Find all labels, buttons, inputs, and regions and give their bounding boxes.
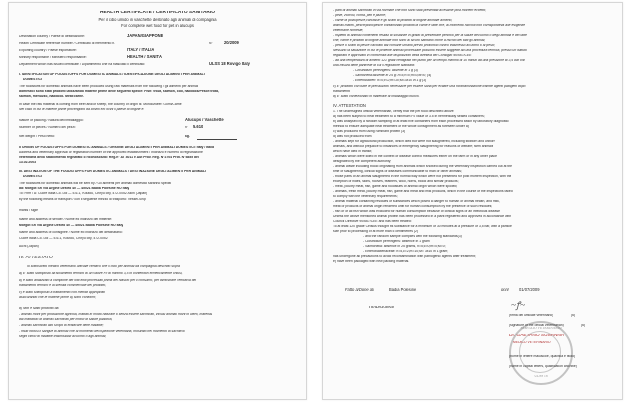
vet-signature: ~ꝭ~ [511,300,526,310]
section4-text: - rifiuti inclusi il sangue di animali che al momento dell'ispezione veterinaria, mostrato nel momento di sacrificio [19,330,185,333]
italian-attestation-text: Nessuno la situazione in cui le proteine animali processate possono essere soggette ad una procedura termica, presso un istituto [333,49,527,52]
net-weight-unit: kg. [185,135,190,138]
attestation-text: 1. The undersigned official veterinarian, certify that the pet food described above: [333,110,455,113]
attestation-text: Unless the above mentioned animal protein has been processed in a plant registered and approved in accordance with [333,215,512,218]
italian-attestation-text: d) E' stato confezionato in materiale di imballaggio nuovo. [333,95,420,98]
italian-attestation-text: - pelle, zoccoli, corna, peli e piume; [333,14,386,17]
attestation-text: Council Directive 90/667/CEE and has been treated: [333,220,412,223]
section1-text: Nel caso in cui le materie prime provengono da bovini e/o ovini il paese di origine è: [19,108,145,111]
italian-attestation-text: trattamento [333,90,351,93]
section2-text: 13.02.2003 [19,161,36,164]
attestation-text: b) was analysed by a random sampling of at least five containers from each processed batch by laboratory diagnostic [333,120,509,123]
attestation-text: d) was not produced from: [333,135,373,138]
stamp-text: SERVIZIO VETERINARIO [520,327,562,330]
name-label-en: (name in capital letters, qualification and title) [509,365,577,368]
vet-title: MEDICO VETERINARIO [513,341,551,344]
attestation-text: - Salmonella: absence in 25 grams, n=5;c=0;m=0;M=0; [363,245,446,248]
section4-text: c) è stato sottoposto a trattamento con metodi appropriati [19,291,105,294]
certificate-page-1 [8,2,307,400]
attestation-text: has undergone all precautions to avoid recontamination with pathogenic agents after treatment; [333,255,476,258]
dest-country-value: JAPAN/GIAPPONE [127,34,164,38]
dept-label: Department which has issued certificate / Dipartimento che ha rilasciato il certificato: [19,63,146,66]
attestation-text: meat or products of animal origin rendered unfit for human consumption by the presence of such residues; [333,205,493,208]
section1-heading-cont: DOMESTICI [23,78,42,81]
export-country-label: Exporting country / Paese esportatore: [19,49,77,52]
attestation-text: - animals kept for agricultural production, which died but were not slaughtered, including stillborn and unborn [333,140,496,143]
cert-ref-no: N° [209,42,213,45]
export-country-value: ITALY / ITALIA [127,48,155,52]
signature-label-en: (signature of the official veterinarian) [509,324,564,327]
section3-text: To: Firm / A: Cuore Italia Co. Ltd — 5-6-1, Koutou, Chiryu city, 472-0052 Aichi (Japan) [19,192,148,195]
signature-label-en-ref: (6) [581,324,586,327]
vet-name: Dr. GAETANO SUSANNA [509,334,565,338]
place-value: Badia Polesine [389,288,417,292]
attestation-text: - animal material containing residues of substances which posed a danger to human or animal health, and milk, [333,200,500,203]
section3-heading: III. DESTINATION OF THE FOODSTUFFS FOR DOMESTIC ANIMALS / DESTINAZIONE DEGLI ALIMENTI PER ANIMALI [19,170,206,173]
name-label-it: (nome in lettere maiuscole, qualifica e titolo) [509,355,576,358]
consignee-label: Name and address of consignee / Nome ed indirizzo del destinatario: [19,231,123,234]
italian-attestation-text: - Enterobacteri: n=5;c=2;m=10;M=3x10 in 1 g (3) [353,79,427,82]
section4-text: assicurando che le materie prime a) sono conformi; [19,296,97,299]
consignee-value-cont: Aichi (Japan) [19,245,39,248]
certificate-title: HEALTH CERTIFICATE / CERTIFICATO SANITARIO [100,11,215,15]
attestation-text: time of slaughtering, clinical signs of diseases communicable to man or other animals; [333,170,462,173]
section4-text: Io sottoscritto medico veterinario ufficiale certifico che il cibo per animali da compagnia descritto sopra [27,265,180,268]
section1-text: The foodstuffs for domestic animals have been produced using raw materials from the following / gli alimenti per animali [19,85,199,88]
italian-attestation-text: che, carne e prodotti di origine animale non sono al sicuro sanitario come a rischio del tutti gli animali; [333,39,486,42]
sender-value: Morgot Srl Via Argine Destro 40 — 45021 Badia Polesine RO Italy [19,224,124,227]
italian-attestation-text: una misura delle particelle di cui il regolatore standard: [333,64,415,67]
number-pieces-value: 5.610 [193,125,204,129]
section3-text: by the following means of transport / con il seguente mezzo di trasporto: Vessel-Ship [19,198,146,201]
official-stamp [509,321,576,385]
italian-attestation-text: veterinarie richieste; [333,29,364,32]
section4-text: d) Non è stato prodotto da: [19,307,60,310]
section4-text: - animali morti per produzione agricola, mattati in modo naturale o senza essere sacrificati, inclusi animali morti in utero, materiali [19,313,213,316]
italian-attestation-text: - carne di pollo/pesce,carcasse e gli scarti di prodotti di origine animale almeno; [333,19,453,22]
attestation-text: size prior to processing of at more than 5 centimetres (2) [333,230,418,233]
section4-text: segni clinici di malattie trasmissibili all'uomo o agli animali; [19,335,107,338]
attestation-text: - animals, fresh meat, poultry meat, fish, game and meat and milk products, which in the course of the inspections failed [333,190,513,193]
attestation-text: method to ensure adequate heat treatment of the whole consignment as foreseen under a) [333,125,469,128]
section2-text: Address and veterinary approval or registration number of the approved establishment / Indirizzo e numero di registrazione [19,151,203,154]
italian-attestation-text: c) E' prodotto con tutte le precauzioni necessarie per essere sana per evitare una ricontaminazione tramite agenti patogeni dopo [333,85,526,88]
section4-text: dal mattatoio di animali sacrificati per motivi di salute pubblica; [19,318,113,321]
done-at-label: Fatto a/Done at/ [345,288,375,292]
attestation-text: a) has been subject to heat treatment to a minimum Fc value of 3.5 in hermetically sealed containers; [333,115,485,118]
consignee-value: Cuore Italia Co. Ltd — 5-6-1, Koutou, Chiryu city, 472-0052 [19,237,108,240]
marks-label: marks / sigle [19,209,39,212]
italian-attestation-text: - pesce o scarti di pesce cacciato dal comune umano previo protocollo clinico trasmesso all'uomo o ai pesci; [333,44,496,47]
certificate-page-2 [322,2,623,400]
nature-packing-label: Nature of packing / Natura dell'imballaggio: [19,119,84,122]
certificate-subtitle-it: Per il cibo umido in vaschette destinato agli animali di compagnia [98,18,217,22]
attestation-text: c) was produced from using ruminant protein (3) [333,130,406,133]
stamp-text: ULSS 18 [534,375,548,378]
section4-text: - animali sacrificati allo scopo di eradicare delle malattie; [19,324,104,327]
signature-label-it-ref: (6) [571,314,576,317]
certificate-subtitle-en: For complete wet food for pet in alucups [121,24,194,28]
italian-attestation-text: - parti di animali sacrificati in via normale che non sono stati presentati all'esame post mortem eccetto; [333,9,487,12]
number-pieces-label: Number of pieces / Numero dei pezzi: [19,126,76,129]
section1-heading: I. IDENTIFICATION OF FOODSTUFFS FOR DOMESTIC ANIMALS / IDENTIFICAZIONE DEGLI ALIMENTI PER ANIMALI [19,73,205,76]
section3-text: da: Morgot Sri Via Argine Destro 40 — 45021 Badia Polesine RO Italy [19,187,130,190]
dept-value: ULSS 18 Rovigo Italy [209,62,250,66]
section1-text: In case the raw material is coming from beef and/or sheep, the country of origin is: Mondo/Beef: Gomi/Carne [19,103,182,106]
section2-text: veterinaria dello stabilimento registrato o riconosciuto: Reg.n° AT 4011 e Aut Prov. Reg. N°2704 Prot. N°5855 del [19,156,199,159]
attestation-text: animals, and without prejudice to instances of emergency slaughtering for reasons of welfare; farm animals [333,145,494,148]
section4-text: a) E' stato sottoposto all'isolamento termico di un valore Fc di minimo 3,5 in contenitori ermeticamente chiusi, [19,272,183,275]
italian-attestation-text: - rispetto di animali contenenti residui di sostanze in grado di presentare pericolo per la salute dell'uomo o degli animali e del latte [333,34,527,37]
attestation-text: - those parts of an animal slaughtered in the normal way which were not presented for post mortem inspection, with the [333,175,512,178]
date-value: 01/07/2009 [519,288,540,292]
italian-attestation-text: - Clostridium perfringens: assente in 1 g (3) [353,69,419,72]
attestation-text: - fish or of all fish which was excluded for human consumption because of clinical signs of an infectious disease [333,210,500,213]
sender-label: Name and address of sender / Nome ed indirizzo del mittente: [19,218,113,221]
nature-packing-value: Alucups / Vaschette [185,118,224,122]
attestation-text: - Enterobacteriaceae: n=5,c=2,m=10;M= 3x10 in 1 gram; [363,250,449,253]
section3-heading-cont: DOMESTICI [23,175,42,178]
ministry-label: Ministry responsible / Ministero responsabile: [19,56,87,59]
ministry-value: HEALTH / SANITÀ [127,55,162,59]
italian-attestation-text: - ad una temperatura di almeno 121 gradi centigradi nel punto per un tempo minimo di 10 minuti ad una pressione di 3,5 bar con [333,59,526,62]
italian-attestation-text: - Salmonella:assente in 25 g: n=5;c=0;m=0;M=0; (4) [353,74,432,77]
attestation-heading: IV. ATTESTATION [333,104,366,108]
attestation-text: - meat, poultry meat, fish, game and foodstuffs of animal origin which were spoiled; [333,185,458,188]
section1-text: domestici sono stati prodotti utilizzando materie prime delle seguenti specie: Fish: trout, salmon, cod, haddock/Pesce:trota, [19,90,219,93]
section1-text: salmon, merluzzo, haddock. Meat:carne. [19,95,85,98]
attestation-text: To at least 120 grade Celsius thought its substance for a minimum of 30 minutes at a pressure of 3,5 bar, with a particle [333,225,512,228]
section3-text: The foodstuffs for domestic animals will be sent by / Gli alimenti per animali domestici saranno spediti [19,182,172,185]
number-pieces-prefix: n° [185,126,189,129]
attestation-text: - animal waste including blood originating from animals which showed during the veterinary inspection carried out at the [333,165,513,168]
on-label: on/il [501,288,509,292]
net-weight-underline [197,139,237,140]
attestation-text: - Clostridium perfringens: absence in 1 gram [363,240,430,243]
attestation-text: - and the random sample complies with the following standards(3) [363,235,462,238]
stamp-label: Timbro/Seal [368,306,394,310]
section4-heading: IV. ATTESTATO [19,256,53,260]
signature-label-it: (firma del ufficiale veterinario) [509,314,554,317]
section4-text: trattamento termico e la sterilità commerciale del prodotto, [19,284,107,287]
attestation-text: designated by the competent authority; [333,160,392,163]
cert-ref-value: 20/2009 [224,41,239,45]
attestation-text: - animals which were killed in the context of disease control measures either on the farm or in any other place [333,155,497,158]
attestation-text: exception of hides, skins, hooves, feathers, wool, horns, blood and similar products; [333,180,459,183]
net-weight-label: Net weight / Peso netto: [19,135,55,138]
attestation-text: e) have been packaged with new packing material. [333,260,410,263]
attestation-text: which have died in transit; [333,150,373,153]
italian-attestation-text: registrato e approvato in conformità alle disposizioni della direttiva del Consiglio 90/667/CEE [333,54,472,57]
dest-country-label: Destination country / Paese di destinazione: [19,35,85,38]
attestation-text: to comply with the veterinary requirements; [333,195,398,198]
cert-ref-label: Health Certificate reference number / Certificato di riferimento n. [19,42,116,45]
section2-text: II ORIGIN OF FOODSTUFFS FOR DOMESTIC ANIMALS / ORIGINE DEGLI ALIMENTI PER ANIMALI DOMESTICI: Italy / Italia [19,146,214,149]
section4-text: b) è stato analizzato a campione dei lotti finiti processati prima del rilascio per il consumo, per dimostrare l'efficacia del [19,279,197,282]
italian-attestation-text: animali marini, pesce/pollo/pesce contaminato prodotti di carne e latte che, al momento raccolti non corrispondeva alle esigenze [333,24,526,27]
